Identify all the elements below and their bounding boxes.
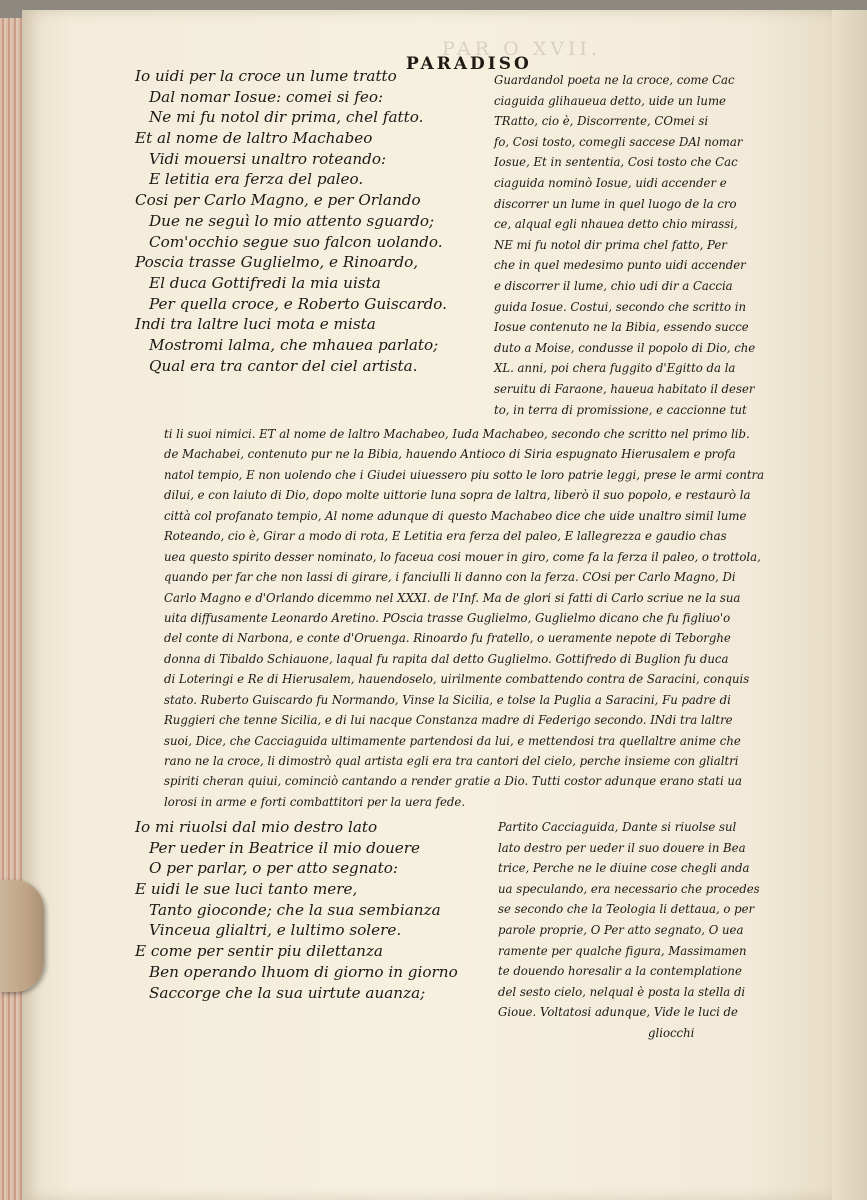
commentary-line: dilui, e con laiuto di Dio, dopo molte uittorie luna sopra de laltra, liberò il suo popolo, e restaurò la bbox=[164, 488, 751, 503]
verse-line: Dal nomar Iosue: comei si feo: bbox=[149, 87, 384, 106]
commentary-line: donna di Tibaldo Schiauone, laqual fu rapita dal detto Guglielmo. Gottifredo di Buglion fu duca bbox=[164, 651, 729, 666]
verse-line: Qual era tra cantor del ciel artista. bbox=[149, 356, 418, 375]
commentary-line: ramente per qualche figura, Massimamen bbox=[498, 943, 747, 958]
commentary-line: se secondo che la Teologia li dettaua, o per bbox=[498, 902, 755, 917]
commentary-line: ua speculando, era necessario che procedes bbox=[498, 881, 760, 896]
commentary-line: spiriti cheran quiui, cominciò cantando a render gratie a Dio. Tutti costor adunque erano stati ua bbox=[164, 774, 742, 789]
verse-line: Et al nome de laltro Machabeo bbox=[135, 129, 373, 148]
bleed-through-text: PAR O XVII. bbox=[442, 38, 602, 60]
commentary-line: del sesto cielo, nelqual è posta la stella di bbox=[498, 984, 746, 999]
commentary-line: Partito Cacciaguida, Dante si riuolse sul bbox=[498, 820, 737, 834]
verse-line: El duca Gottifredi la mia uista bbox=[149, 273, 381, 292]
commentary-line: che in quel medesimo punto uidi accender bbox=[494, 258, 746, 273]
commentary-line: rano ne la croce, li dimostrò qual artista egli era tra cantori del cielo, perche insieme con glialtri bbox=[164, 754, 739, 768]
commentary-line: del conte di Narbona, e conte d'Oruenga. Rinoardo fu fratello, o ueramente nepote di Teborghe bbox=[164, 631, 731, 646]
commentary-line: natol tempio, E non uolendo che i Giudei uiuessero piu sotto le loro patrie leggi, prese le armi contra bbox=[164, 467, 765, 482]
commentary-line: di Loteringi e Re di Hierusalem, hauendoselo, uirilmente combattendo contra de Saracini, conquis bbox=[164, 672, 750, 687]
commentary-line: e discorrer il lume, chio udi dir a Caccia bbox=[494, 278, 733, 293]
verse-line: Com'occhio segue suo falcon uolando. bbox=[149, 232, 443, 251]
verse-line: Poscia trasse Guglielmo, e Rinoardo, bbox=[135, 253, 419, 272]
commentary-line: lorosi in arme e forti combattitori per la uera fede. bbox=[164, 794, 466, 809]
verse-line: E uidi le sue luci tanto mere, bbox=[135, 880, 358, 899]
verse-line: Per ueder in Beatrice il mio douere bbox=[149, 838, 421, 857]
commentary-line: Carlo Magno e d'Orlando dicemmo nel XXXI. de l'Inf. Ma de glori si fatti di Carlo scriue ne la sua bbox=[164, 590, 741, 605]
commentary-line: ti li suoi nimici. ET al nome de laltro Machabeo, Iuda Machabeo, secondo che scritto nel primo lib. bbox=[164, 427, 750, 441]
verse-line: Mostromi lalma, che mhauea parlato; bbox=[149, 335, 439, 354]
verse-block-top bbox=[135, 66, 447, 376]
commentary-line: città col profanato tempio, Al nome adunque di questo Machabeo dice che uide unaltro simil lume bbox=[164, 508, 747, 523]
holding-thumb bbox=[0, 880, 44, 992]
verse-line: O per parlar, o per atto segnato: bbox=[149, 859, 398, 878]
verse-line: Saccorge che la sua uirtute auanza; bbox=[149, 983, 426, 1002]
page-header: PARADISO bbox=[406, 54, 532, 74]
commentary-line: to, in terra di promissione, e caccionne tut bbox=[494, 402, 747, 417]
verse-line: Vidi mouersi unaltro roteando: bbox=[149, 149, 387, 168]
verse-line: Io mi riuolsi dal mio destro lato bbox=[135, 818, 378, 836]
verse-line: E letitia era ferza del paleo. bbox=[149, 170, 364, 189]
commentary-full-width bbox=[164, 424, 764, 812]
commentary-line: XL. anni, poi chera fuggito d'Egitto da la bbox=[494, 361, 736, 376]
commentary-line: Iosue contenuto ne la Bibia, essendo succe bbox=[494, 320, 749, 335]
commentary-line: seruitu di Faraone, haueua habitato il deser bbox=[494, 381, 755, 396]
commentary-top bbox=[494, 70, 755, 420]
verse-line: Per quella croce, e Roberto Guiscardo. bbox=[149, 294, 448, 313]
verse-line: Ne mi fu notol dir prima, chel fatto. bbox=[149, 108, 424, 127]
commentary-line: stato. Ruberto Guiscardo fu Normando, Vinse la Sicilia, e tolse la Puglia a Saracini, Fu padre di bbox=[164, 692, 731, 707]
commentary-line: Ruggieri che tenne Sicilia, e di lui nacque Constanza madre di Federigo secondo. INdi tra laltre bbox=[164, 713, 733, 728]
commentary-line: Iosue, Et in sententia, Cosi tosto che Cac bbox=[494, 155, 738, 170]
commentary-line: suoi, Dice, che Cacciaguida ultimamente partendosi da lui, e mettendosi tra quellaltre anime che bbox=[164, 733, 741, 748]
verse-line: Indi tra laltre luci mota e mista bbox=[135, 315, 376, 334]
commentary-line: TRatto, cio è, Discorrente, COmei si bbox=[494, 114, 709, 129]
commentary-line: de Machabei, contenuto pur ne la Bibia, hauendo Antioco di Siria espugnato Hierusalem e profa bbox=[164, 447, 736, 462]
commentary-line: ciaguida glihaueua detto, uide un lume bbox=[494, 93, 726, 108]
commentary-line: ciaguida nominò Iosue, uidi accender e bbox=[494, 175, 727, 190]
verse-line: Io uidi per la croce un lume tratto bbox=[135, 67, 397, 85]
commentary-line: gliocchi bbox=[648, 1025, 695, 1040]
commentary-line: guida Iosue. Costui, secondo che scritto in bbox=[494, 299, 747, 314]
commentary-line: ce, alqual egli nhauea detto chio mirassi, bbox=[494, 217, 738, 232]
commentary-line: uita diffusamente Leonardo Aretino. POscia trasse Guglielmo, Guglielmo dicano che fu figliuo'o bbox=[164, 610, 731, 625]
commentary-line: trice, Perche ne le diuine cose chegli anda bbox=[498, 861, 750, 876]
commentary-line: te douendo horesalir a la contemplatione bbox=[498, 964, 742, 979]
commentary-bottom bbox=[498, 817, 760, 1044]
verse-line: Tanto gioconde; che la sua sembianza bbox=[149, 900, 441, 919]
verse-block-bottom bbox=[135, 817, 458, 1003]
verse-line: Ben operando lhuom di giorno in giorno bbox=[149, 962, 458, 981]
verse-line: Due ne seguì lo mio attento sguardo; bbox=[149, 211, 435, 230]
commentary-line: Gioue. Voltatosi adunque, Vide le luci de bbox=[498, 1005, 738, 1020]
verse-line: E come per sentir piu dilettanza bbox=[135, 942, 383, 961]
commentary-line: fo, Cosi tosto, comegli saccese DAl nomar bbox=[494, 134, 743, 149]
verse-line: Vinceua glialtri, e lultimo solere. bbox=[149, 921, 402, 940]
commentary-line: quando per far che non lassi di girare, i fanciulli li danno con la ferza. COsi per Carlo Magno, Di bbox=[164, 570, 736, 585]
commentary-line: duto a Moise, condusse il popolo di Dio, che bbox=[494, 340, 756, 355]
verse-line: Cosi per Carlo Magno, e per Orlando bbox=[135, 191, 421, 210]
commentary-line: lato destro per ueder il suo douere in Bea bbox=[498, 840, 746, 855]
commentary-line: discorrer un lume in quel luogo de la cro bbox=[494, 196, 737, 211]
commentary-line: Guardandol poeta ne la croce, come Cac bbox=[494, 73, 735, 87]
commentary-line: NE mi fu notol dir prima chel fatto, Per bbox=[494, 237, 727, 252]
commentary-line: uea questo spirito desser nominato, lo faceua cosi mouer in giro, come fa la ferza il paleo, o trottola, bbox=[164, 549, 761, 564]
commentary-line: parole proprie, O Per atto segnato, O uea bbox=[498, 922, 744, 937]
commentary-line: Roteando, cio è, Girar a modo di rota, E Letitia era ferza del paleo, E lallegrezza e gaudio chas bbox=[164, 529, 727, 544]
